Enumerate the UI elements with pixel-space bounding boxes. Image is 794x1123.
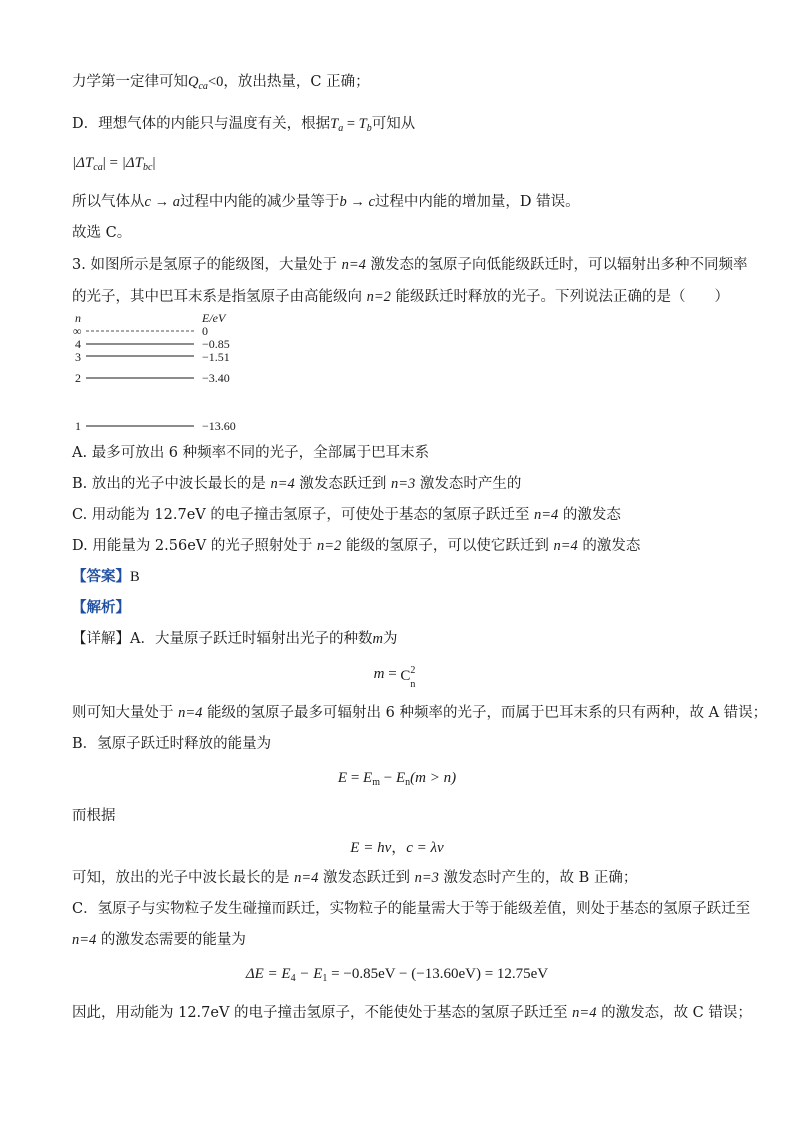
math-var: E xyxy=(363,770,373,786)
math-sub: m xyxy=(372,777,380,788)
line-text: 因此，用动能为 12.7eV 的电子撞击氢原子，不能使处于基态的氢原子跃迁至 xyxy=(72,1005,573,1021)
line-text: 而根据 xyxy=(72,808,116,824)
line-text: 则可知大量处于 xyxy=(72,705,179,721)
math-text: ΔE = E xyxy=(245,966,291,982)
level-n-1: 1 xyxy=(75,419,81,433)
math-var: m xyxy=(372,631,383,647)
equation-photon xyxy=(0,838,794,858)
math-text: = xyxy=(384,666,401,682)
equation-energy-diff xyxy=(0,768,794,793)
line-text: C．氢原子与实物粒子发生碰撞而跃迁，实物粒子的能量需大于等于能级差值，则处于基态的氢原子跃迁至 xyxy=(72,901,751,917)
line-text: ，放出热量，C 正确； xyxy=(223,74,370,90)
line-text: 过程中内能的增加量，D 错误。 xyxy=(374,194,580,210)
line-text: 力学第一定律可知 xyxy=(72,74,188,90)
level-n-2: 2 xyxy=(75,371,81,385)
diagram-n-label: n xyxy=(75,311,81,325)
answer-line xyxy=(72,567,140,587)
math-token: n=4 xyxy=(341,257,366,273)
math-var: T xyxy=(358,116,367,132)
math-text: = xyxy=(343,116,359,132)
math-sub: b xyxy=(366,123,372,134)
text-line-2 xyxy=(72,114,415,139)
line-text: 故选 C。 xyxy=(72,225,132,241)
comb-base: C xyxy=(400,667,411,684)
math-text: | xyxy=(152,155,156,171)
math-text: <0 xyxy=(207,74,224,90)
detail-line-2 xyxy=(72,703,767,723)
math-token: n=3 xyxy=(391,476,416,492)
comb-top: 2 xyxy=(410,664,416,676)
math-text: c = λν xyxy=(406,840,444,856)
math-var: b xyxy=(339,194,347,210)
math-var: c xyxy=(144,194,151,210)
text-line-1 xyxy=(72,72,370,97)
line-text: B. 放出的光子中波长最长的是 xyxy=(72,476,271,492)
level-e-inf: 0 xyxy=(202,324,208,338)
math-text: − E xyxy=(295,966,323,982)
math-text: (m > n) xyxy=(410,770,457,786)
math-text: |ΔT xyxy=(72,155,94,171)
math-var: c xyxy=(368,194,375,210)
line-text: 激发态时产生的，故 B 正确； xyxy=(438,870,638,886)
math-text: → xyxy=(346,194,369,210)
math-token: n=2 xyxy=(366,289,391,305)
math-text: ， xyxy=(391,840,407,856)
line-text: 激发态的氢原子向低能级跃迁时，可以辐射出多种不同频率 xyxy=(365,257,748,273)
math-text: |ΔT xyxy=(121,155,143,171)
answer-tag: 【答案】 xyxy=(72,568,130,585)
detail-line-3 xyxy=(72,734,271,754)
math-token: n=4 xyxy=(553,538,578,554)
equation-delta-e xyxy=(0,964,794,989)
math-var: Q xyxy=(188,74,199,90)
line-text: 的激发态需要的能量为 xyxy=(96,932,246,948)
level-e-3: −1.51 xyxy=(202,350,230,364)
detail-tag: 【详解】 xyxy=(72,631,130,647)
line-text: 能级跃迁时释放的光子。下列说法正确的是（ ） xyxy=(390,289,730,305)
math-var: E xyxy=(337,770,348,786)
line-text: 的光子，其中巴耳末系是指氢原子由高能级向 xyxy=(72,289,367,305)
math-sub: 1 xyxy=(322,973,328,984)
line-text: B．氢原子跃迁时释放的能量为 xyxy=(72,736,272,752)
level-n-inf: ∞ xyxy=(73,324,82,338)
level-e-2: −3.40 xyxy=(202,371,230,385)
math-token: n=4 xyxy=(294,870,319,886)
line-text: 激发态跃迁到 xyxy=(318,870,415,886)
line-text: D．理想气体的内能只与温度有关，根据 xyxy=(72,116,331,132)
math-text: → xyxy=(150,194,173,210)
diagram-e-label: E/eV xyxy=(202,311,226,325)
math-var: m xyxy=(373,666,385,682)
line-text: 可知，放出的光子中波长最长的是 xyxy=(72,870,295,886)
level-n-4: 4 xyxy=(75,337,81,351)
math-var: E xyxy=(395,770,406,786)
question-3-line-1 xyxy=(72,255,747,275)
detail-line-7 xyxy=(72,930,246,950)
option-b xyxy=(72,474,521,494)
detail-line-5 xyxy=(72,868,637,888)
line-text: 激发态时产生的 xyxy=(415,476,522,492)
math-text: | xyxy=(102,155,106,171)
option-d xyxy=(72,536,640,556)
text-line-4 xyxy=(72,192,580,212)
detail-line-1 xyxy=(72,629,397,649)
math-sub: 4 xyxy=(290,973,296,984)
math-text: − xyxy=(380,770,396,786)
math-token: n=4 xyxy=(572,1005,597,1021)
math-token: n=4 xyxy=(178,705,203,721)
line-text: 的激发态 xyxy=(577,538,641,554)
line-text: 激发态跃迁到 xyxy=(294,476,391,492)
line-text: A. 最多可放出 6 种频率不同的光子，全部属于巴耳末系 xyxy=(72,445,430,461)
equation-delta-t xyxy=(72,153,155,178)
line-text: D. 用能量为 2.56eV 的光子照射处于 xyxy=(72,538,317,554)
math-text: = −0.85eV − (−13.60eV) = 12.75eV xyxy=(327,966,549,982)
detail-line-8 xyxy=(72,1003,752,1023)
math-sub: ca xyxy=(93,162,103,173)
math-var: a xyxy=(172,194,180,210)
line-text: C. 用动能为 12.7eV 的电子撞击氢原子，可使处于基态的氢原子跃迁至 xyxy=(72,507,534,523)
detail-line-6 xyxy=(72,899,750,919)
math-token: n=4 xyxy=(270,476,295,492)
math-sub: ca xyxy=(198,81,208,92)
question-3-line-2 xyxy=(72,287,729,307)
line-text: 的激发态，故 C 错误； xyxy=(596,1005,752,1021)
line-text: A．大量原子跃迁时辐射出光子的种数 xyxy=(130,631,373,647)
detail-line-4 xyxy=(72,806,116,826)
line-text: 可知从 xyxy=(371,116,416,132)
equation-combination xyxy=(0,664,794,690)
line-text: 为 xyxy=(382,631,398,647)
math-var: T xyxy=(330,116,339,132)
option-c xyxy=(72,505,621,525)
line-text: 能级的氢原子最多可辐射出 6 种频率的光子，而属于巴耳末系的只有两种，故 A 错误； xyxy=(202,705,768,721)
math-token: n=4 xyxy=(72,932,97,948)
energy-level-diagram xyxy=(70,310,270,435)
level-e-1: −13.60 xyxy=(202,419,236,433)
math-text: = xyxy=(105,155,122,171)
level-n-3: 3 xyxy=(75,350,81,364)
line-text: 过程中内能的减少量等于 xyxy=(179,194,340,210)
line-text: 所以气体从 xyxy=(72,194,145,210)
line-text: 的激发态 xyxy=(558,507,621,523)
comb-bottom: n xyxy=(410,678,416,690)
answer-value: B xyxy=(130,569,140,585)
line-text: 3. 如图所示是氢原子的能级图，大量处于 xyxy=(72,257,342,273)
math-sub: bc xyxy=(143,162,153,173)
math-text: = xyxy=(347,770,364,786)
math-token: n=3 xyxy=(414,870,439,886)
line-text: 能级的氢原子，可以使它跃迁到 xyxy=(341,538,554,554)
math-token: n=4 xyxy=(533,507,559,523)
analysis-header xyxy=(72,598,130,618)
math-sub: n xyxy=(405,777,411,788)
text-line-5 xyxy=(72,223,131,243)
analysis-tag: 【解析】 xyxy=(72,599,130,616)
option-a xyxy=(72,443,429,463)
level-e-4: −0.85 xyxy=(202,337,230,351)
math-token: n=2 xyxy=(317,538,342,554)
combination-symbol xyxy=(400,664,420,690)
math-sub: a xyxy=(338,123,344,134)
math-text: E = hν xyxy=(350,840,392,856)
